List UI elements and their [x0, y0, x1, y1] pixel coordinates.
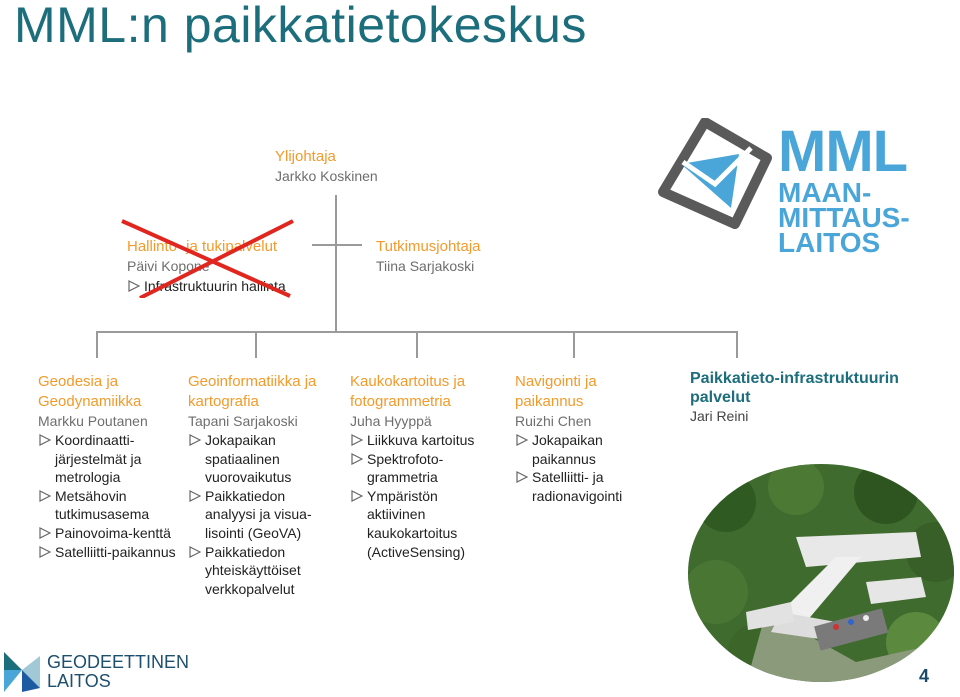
list-item: Satelliitti-paikannus: [38, 543, 178, 562]
list-item: Jokapaikan spatiaalinen vuorovaikutus: [188, 431, 328, 487]
list-item: Satelliitti- ja radionavigointi: [515, 468, 650, 505]
list-item: Koordinaatti-järjestelmät ja metrologia: [38, 431, 178, 487]
unit-head: Markku Poutanen: [38, 413, 148, 429]
list-item: Liikkuva kartoitus: [350, 431, 495, 450]
triangle-bullet-icon: [516, 434, 528, 446]
triangle-bullet-icon: [351, 490, 363, 502]
triangle-bullet-icon: [189, 546, 201, 558]
unit-navigation: [515, 372, 650, 505]
mml-logo-line4: LAITOS: [778, 227, 881, 258]
unit-infrastructure: [690, 369, 910, 425]
triangle-bullet-icon: [351, 453, 363, 465]
footer-logo-line1: GEODEETTINEN: [47, 652, 190, 672]
research-box: [376, 237, 481, 276]
unit-remote-sensing: [350, 372, 495, 561]
mml-logo-line2: MAAN-: [778, 177, 872, 208]
list-item: Jokapaikan paikannus: [515, 431, 650, 468]
connector-drop-3: [416, 331, 418, 358]
slide-title: MML:n paikkatietokeskus: [14, 0, 587, 53]
aerial-photo: [686, 462, 956, 684]
unit-role: Geoinformatiikka ja kartografia: [188, 373, 317, 410]
mml-logo-icon: [655, 118, 773, 230]
connector-middle-horizontal: [312, 244, 362, 246]
list-item: Paikkatiedon analyysi ja visua-lisointi (GeoVA): [188, 487, 328, 543]
unit-head: Ruizhi Chen: [515, 413, 592, 429]
triangle-bullet-icon: [39, 490, 51, 502]
infra-head: Jari Reini: [690, 408, 749, 424]
list-item: Spektrofoto-grammetria: [350, 450, 495, 487]
geodeettinen-logo-icon: [4, 652, 40, 692]
cross-out-icon: [118, 218, 298, 298]
research-role: Tutkimusjohtaja: [376, 238, 481, 255]
unit-head: Tapani Sarjakoski: [188, 413, 298, 429]
triangle-bullet-icon: [39, 527, 51, 539]
director-box: [275, 147, 378, 186]
mml-logo-line1: MML: [778, 119, 908, 184]
unit-role: Navigointi ja paikannus: [515, 373, 597, 410]
director-name: Jarkko Koskinen: [275, 168, 378, 184]
footer-logo-line2: LAITOS: [47, 671, 111, 691]
list-item: Metsähovin tutkimusasema: [38, 487, 178, 524]
triangle-bullet-icon: [351, 434, 363, 446]
triangle-bullet-icon: [189, 490, 201, 502]
director-role: Ylijohtaja: [275, 148, 336, 165]
mml-logo-text: [778, 119, 910, 258]
admin-item-text: Infrastruktuurin hallinta: [144, 278, 286, 294]
page-number: 4: [919, 666, 930, 686]
admin-name: Päivi Kopone: [127, 258, 210, 274]
triangle-bullet-icon: [39, 434, 51, 446]
connector-drop-2: [255, 331, 257, 358]
research-name: Tiina Sarjakoski: [376, 258, 475, 274]
mml-logo-line3: MITTAUS-: [778, 202, 910, 233]
infra-title: Paikkatieto-infrastruktuurin palvelut: [690, 370, 899, 406]
unit-role: Kaukokartoitus ja fotogrammetria: [350, 373, 466, 410]
connector-drop-5: [736, 331, 738, 358]
unit-role: Geodesia ja Geodynamiikka: [38, 373, 142, 410]
list-item: Painovoima-kenttä: [38, 524, 178, 543]
connector-drop-1: [96, 331, 98, 358]
triangle-bullet-icon: [39, 546, 51, 558]
triangle-bullet-icon: [189, 434, 201, 446]
triangle-bullet-icon: [516, 471, 528, 483]
geodeettinen-logo-text: [47, 653, 189, 691]
connector-drop-4: [573, 331, 575, 358]
unit-geodesy: [38, 372, 178, 561]
unit-head: Juha Hyyppä: [350, 413, 432, 429]
list-item: Paikkatiedon yhteiskäyttöiset verkkopalvelut: [188, 543, 328, 599]
connector-main-vertical: [335, 195, 337, 332]
unit-geoinformatics: [188, 372, 328, 598]
list-item: Ympäristön aktiivinen kaukokartoitus (ActiveSensing): [350, 487, 495, 561]
admin-role: Hallinto- ja tukipalvelut: [127, 238, 278, 255]
